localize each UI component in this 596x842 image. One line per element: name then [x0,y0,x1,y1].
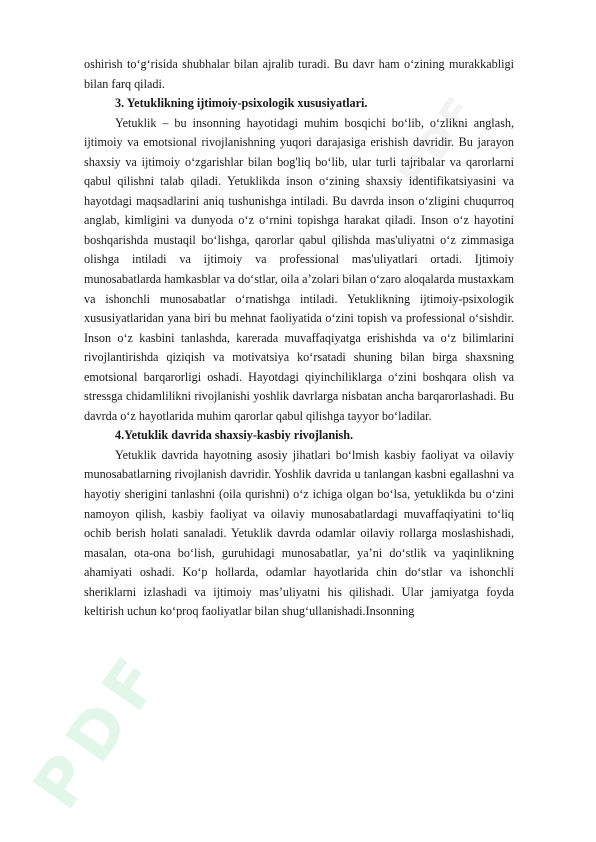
section-heading-3: 3. Yetuklikning ijtimoiy-psixologik xususiyatlari. [115,96,368,111]
paragraph-continuation: oshirish to‘g‘risida shubhalar bilan ajralib turadi. Bu davr ham o‘zining murakkabligi bilan farq qiladi. [84,57,514,91]
paragraph-yetuklik: Yetuklik – bu insonning hayotidagi muhim bosqichi bo‘lib, o‘zlikni anglash, ijtimoiy va emotsional rivojlanishning yuqori darajasiga erishish davridir. Bu jarayon shaxsiy va ijtimoiy o‘zgarishlar bilan bog'liq bo‘lib, ular turli tajribalar va qarorlarni qabul qilishni talab qiladi. Yetuklikda inson o‘zining shaxsiy identifikatsiyasini va hayotdagi maqsadlarini aniq tushunishga intiladi. Bu davrda inson o‘zligini chuqurroq anglab, kimligini va dunyoda o‘z o‘rnini topishga harakat qiladi. Inson o‘z hayotini boshqarishda mustaqil bo‘lishga, qarorlar qabul qilishda mas'uliyatni o‘z zimmasiga olishga intiladi va ijtimoiy va professional mas'uliyatlari ortadi. Ijtimoiy munosabatlarda hamkasblar va do‘stlar, oila a’zolari bilan o‘zaro aloqalarda mustaxkam va ishonchli munosabatlar o‘rnatishga intiladi. Yetuklikning ijtimoiy-psixologik xususiyatlaridan yana biri bu mehnat faoliyatida o‘zini topish va professional o‘sishdir. Inson o‘z kasbini tanlashda, karerada muvaffaqiyatga erishishda va o‘z bilimlarini rivojlantirishda qiziqish va motivatsiya ko‘rsatadi shuning bilan birga shaxsning emotsional barqarorligi oshadi. Hayotdagi qiyinchiliklarga o‘zini boshqara olish va stressga chidamlilikni rivojlanishi yoshlik davrlarga nisbatan ancha barqarorlashadi. Bu davrda o‘z hayotlarida muhim qarorlar qabul qilishga tayyor bo‘ladilar. [84,115,514,423]
section-heading-4: 4.Yetuklik davrida shaxsiy-kasbiy rivojlanish. [115,428,354,443]
document-page [84,55,514,622]
watermark-left: PDF [20,637,181,823]
paragraph-kasbiy: Yetuklik davrida hayotning asosiy jihatlari bo‘lmish kasbiy faoliyat va oilaviy munosabatlarning rivojlanish davridir. Yoshlik davrida u tanlangan kasbni egallashni va hayotiy sherigini tanlashni (oila qurishni) o‘z ichiga olgan bo‘lsa, yetuklikda bu o‘zini namoyon qilish, kasbiy faoliyat va oilaviy munosabatlardagi muvaffaqiyatini to‘liq ochib berish holati sanaladi. Yetuklik davrda odamlar oilaviy rollarga moslashishadi, masalan, ota-ona bo‘lish, guruhidagi munosabatlar, ya’ni do‘stlik va yaqinlikning ahamiyati oshadi. Ko‘p hollarda, odamlar hayotlarida chin do‘stlar va ishonchli sheriklarni izlashadi va ijtimoiy mas’uliyatni his qilishadi. Ular jamiyatga foyda keltirish uchun ko‘proq faoliyatlar bilan shug‘ullanishadi.Insonning [84,447,514,619]
watermark-right: PDF [390,86,487,197]
